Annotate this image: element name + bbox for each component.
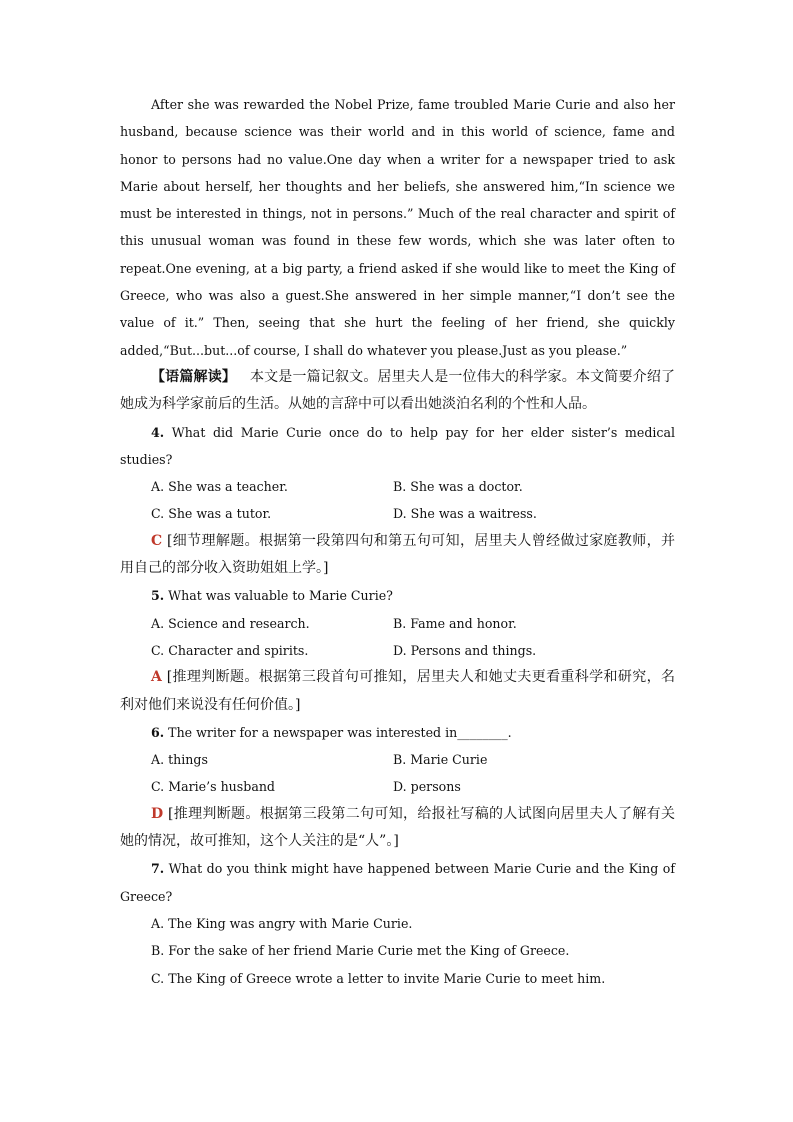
question-number: 7. [151,861,165,877]
answer-explanation [120,528,675,583]
question-number: 5. [151,588,165,604]
question-text: What do you think might have happened between Marie Curie and the King of Greece? [120,861,676,904]
question-stem [120,719,675,746]
question-text: The writer for a newspaper was interested in________. [168,724,512,740]
option-a[interactable]: A. The King was angry with Marie Curie. [151,915,413,931]
question-stem [120,419,675,474]
option-grid [120,746,675,801]
question-number: 6. [151,724,165,740]
answer-letter: A [151,669,162,686]
explanation-text: [推理判断题。根据第三段首句可推知，居里夫人和她丈夫更看重科学和研究，名利对他们来说没有任何价值。] [120,669,675,713]
option-c[interactable]: C. Marie’s husband [151,779,275,795]
question-5 [120,582,675,718]
option-d[interactable]: D. She was a waitress. [393,506,537,522]
option-a[interactable]: A. Science and research. [151,615,310,631]
option-grid [120,610,675,665]
reading-note [120,364,675,419]
option-b[interactable]: B. Fame and honor. [393,615,517,631]
question-7 [120,855,675,991]
option-b[interactable]: B. For the sake of her friend Marie Curie met the King of Greece. [151,943,570,959]
option-a[interactable]: A. She was a teacher. [151,479,288,495]
explanation-text: [细节理解题。根据第一段第四句和第五句可知，居里夫人曾经做过家庭教师，并用自己的部分收入资助姐姐上学。] [120,532,675,577]
question-text: What did Marie Curie once do to help pay for her elder sister’s medical studies? [120,424,675,467]
question-text: What was valuable to Marie Curie? [168,588,393,604]
passage-paragraph: After she was rewarded the Nobel Prize, fame troubled Marie Curie and also her husband, because science was their world and in this world of science, fame and honor to persons had no value.One day when a writer for a newspaper tried to ask Marie about herself, her thoughts and her beliefs, she answered him,“In science we must be interested in things, not in persons.” Much of the real character and spirit of this unusual woman was found in these few words, which she was later often to repeat.One evening, at a big party, a friend asked if she would like to meet the King of Greece, who was also a guest.She answered in her simple manner,“I don’t see the value of it.” Then, seeing that she hurt the feeling of her friend, she quickly added,“But...but...of course, I shall do whatever you please.Just as you please.” [120,97,675,358]
question-number: 4. [151,424,165,440]
option-b[interactable]: B. She was a doctor. [393,479,523,495]
answer-explanation [120,801,675,856]
question-6 [120,719,675,855]
question-stem [120,855,675,910]
explanation-text: [推理判断题。根据第三段第二句可知，给报社写稿的人试图向居里夫人了解有关她的情况，故可推知，这个人关注的是“人”。] [120,805,676,850]
option-c[interactable]: C. The King of Greece wrote a letter to invite Marie Curie to meet him. [151,970,606,986]
option-c[interactable]: C. Character and spirits. [151,642,309,658]
reading-note-text: 本文是一篇记叙文。居里夫人是一位伟大的科学家。本文简要介绍了她成为科学家前后的生活。从她的言辞中可以看出她淡泊名利的个性和人品。 [120,368,676,413]
question-stem [120,582,675,609]
option-grid [120,473,675,528]
reading-note-label: 【语篇解读】 [151,368,237,385]
option-b[interactable]: B. Marie Curie [393,752,488,768]
question-4 [120,419,675,583]
option-d[interactable]: D. Persons and things. [393,642,537,658]
option-d[interactable]: D. persons [393,779,461,795]
answer-letter: C [151,532,163,549]
document-page [120,91,675,992]
answer-letter: D [151,805,164,822]
answer-explanation [120,664,675,719]
option-a[interactable]: A. things [151,752,208,768]
option-c[interactable]: C. She was a tutor. [151,506,272,522]
